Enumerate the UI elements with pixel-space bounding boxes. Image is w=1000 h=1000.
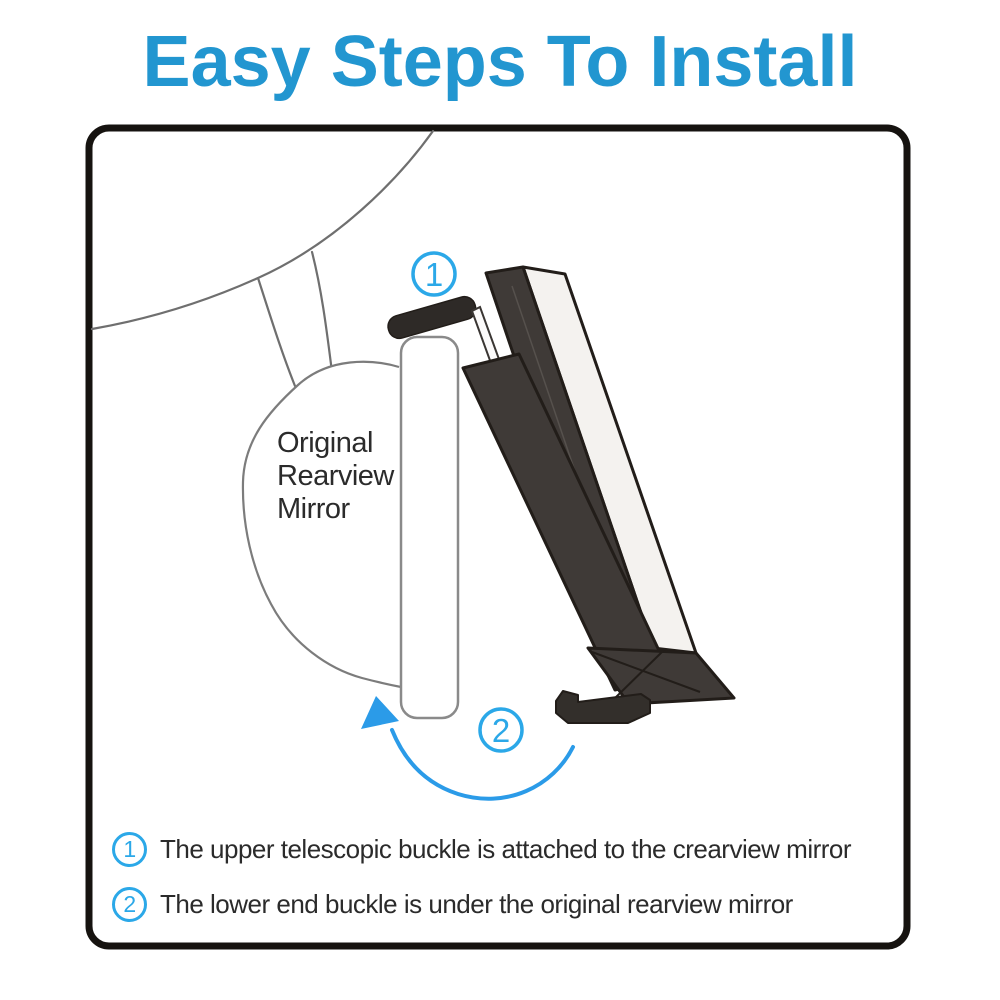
mount-arm-bar — [401, 337, 458, 718]
step-row-1 — [112, 832, 851, 867]
diagram-frame — [89, 128, 907, 946]
step2-marker-number: 2 — [491, 712, 511, 749]
mirror-label-line1: Original — [277, 427, 373, 459]
mirror-label-line3: Mirror — [277, 493, 350, 525]
step2-badge: 2 — [112, 887, 147, 922]
step-row-2 — [112, 887, 793, 922]
step1-marker-number: 1 — [424, 256, 444, 293]
step2-text: The lower end buckle is under the original rearview mirror — [160, 889, 793, 919]
page-title: Easy Steps To Install — [142, 22, 858, 102]
step1-badge: 1 — [112, 832, 147, 867]
mirror-label-line2: Rearview — [277, 460, 394, 492]
step1-text: The upper telescopic buckle is attached to the crearview mirror — [160, 834, 852, 864]
